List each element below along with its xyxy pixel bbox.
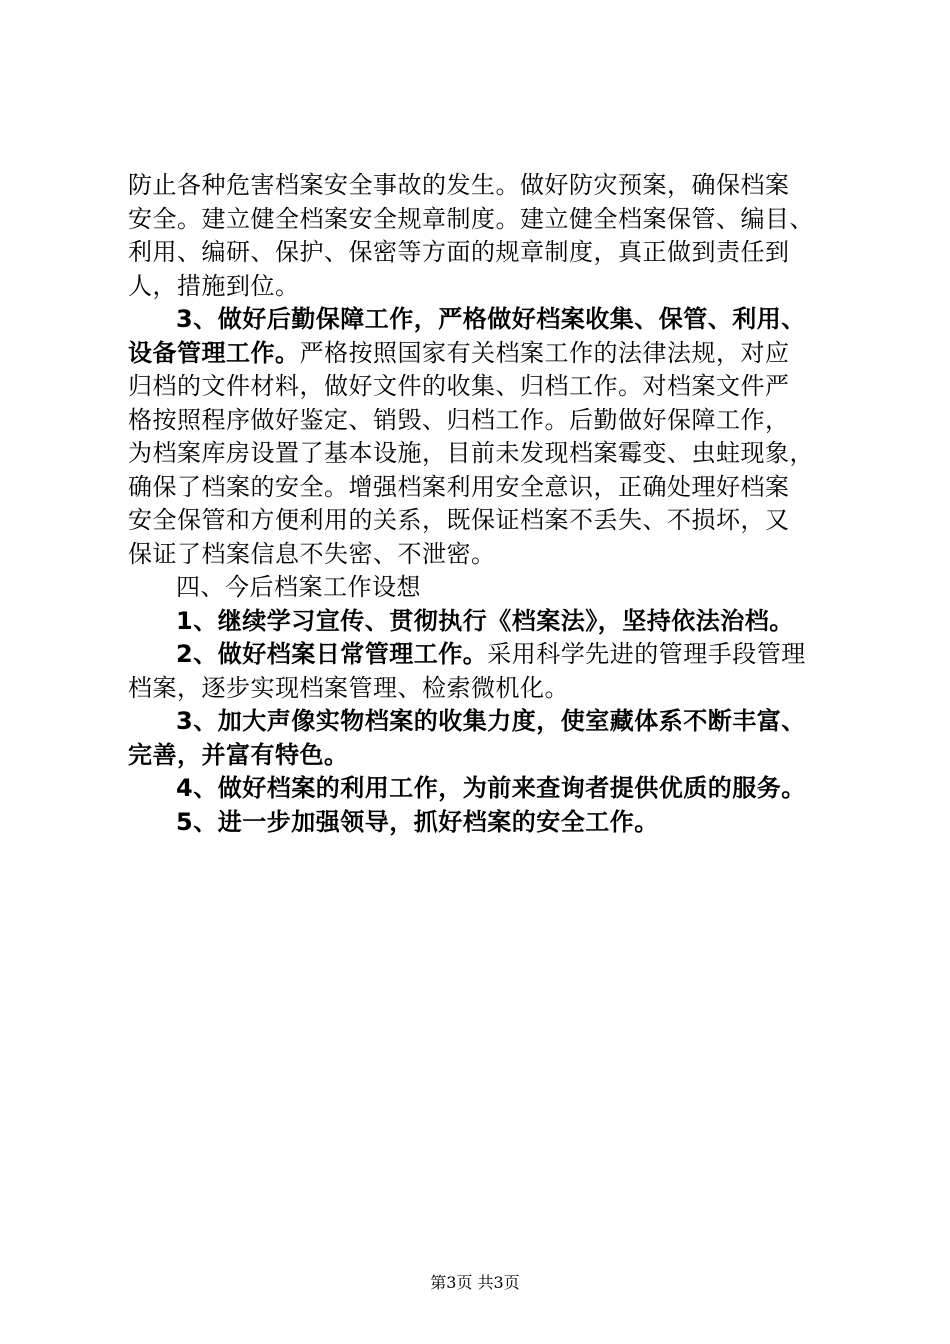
line-text: 防止各种危害档案安全事故的发生。做好防灾预案，确保档案 xyxy=(128,171,790,199)
line-text: 利用、编研、保护、保密等方面的规章制度，真正做到责任到 xyxy=(128,238,790,266)
paragraph-line xyxy=(128,538,828,572)
line-text: 归档的文件材料，做好文件的收集、归档工作。对档案文件严 xyxy=(128,372,790,400)
line-text: 采用科学先进的管理手段管理 xyxy=(487,640,806,668)
bold-text: 3、做好后勤保障工作，严格做好档案收集、保管、利用、 xyxy=(176,305,806,333)
page-number-footer: 第3页 共3页 xyxy=(430,1273,520,1292)
list-item xyxy=(128,705,828,739)
paragraph-line xyxy=(128,471,828,505)
line-text: 确保了档案的安全。增强档案利用安全意识，正确处理好档案 xyxy=(128,472,790,501)
paragraph-line xyxy=(128,169,828,203)
bold-text: 3、加大声像实物档案的收集力度，使室藏体系不断丰富、 xyxy=(176,707,806,735)
bold-text: 完善，并富有特色。 xyxy=(128,740,349,769)
section-heading xyxy=(128,571,828,605)
paragraph-line xyxy=(128,370,828,404)
paragraph-line xyxy=(128,404,828,438)
list-item xyxy=(128,806,828,840)
line-text: 安全。建立健全档案安全规章制度。建立健全档案保管、编目、 xyxy=(128,204,814,233)
list-item xyxy=(128,605,828,639)
bold-text: 2、做好档案日常管理工作。 xyxy=(176,640,488,668)
paragraph-line xyxy=(128,203,828,237)
paragraph-line xyxy=(128,236,828,270)
line-text: 安全保管和方便利用的关系，既保证档案不丢失、不损坏，又 xyxy=(128,506,790,534)
paragraph-line xyxy=(128,672,828,706)
line-text: 四、今后档案工作设想 xyxy=(176,573,421,601)
bold-text: 设备管理工作。 xyxy=(128,338,300,367)
paragraph-line xyxy=(128,270,828,304)
line-text: 人，措施到位。 xyxy=(128,271,300,300)
line-text: 格按照程序做好鉴定、销毁、归档工作。后勤做好保障工作， xyxy=(128,405,790,434)
bold-text: 1、继续学习宣传、贯彻执行《档案法》，坚持依法治档。 xyxy=(176,606,794,635)
line-text: 为档案库房设置了基本设施，目前未发现档案霉变、虫蛀现象， xyxy=(128,439,814,467)
line-text: 严格按照国家有关档案工作的法律法规，对应 xyxy=(299,338,790,367)
document-body xyxy=(128,169,828,839)
list-item xyxy=(128,638,828,672)
line-text: 档案，逐步实现档案管理、检索微机化。 xyxy=(128,673,569,702)
paragraph-line xyxy=(128,337,828,371)
bold-text: 5、进一步加强领导，抓好档案的安全工作。 xyxy=(176,807,659,836)
paragraph-heading-line xyxy=(128,303,828,337)
list-item xyxy=(128,772,828,806)
paragraph-line xyxy=(128,739,828,773)
paragraph-line xyxy=(128,437,828,471)
bold-text: 4、做好档案的利用工作，为前来查询者提供优质的服务。 xyxy=(176,774,806,802)
paragraph-line xyxy=(128,504,828,538)
line-text: 保证了档案信息不失密、不泄密。 xyxy=(128,539,496,568)
